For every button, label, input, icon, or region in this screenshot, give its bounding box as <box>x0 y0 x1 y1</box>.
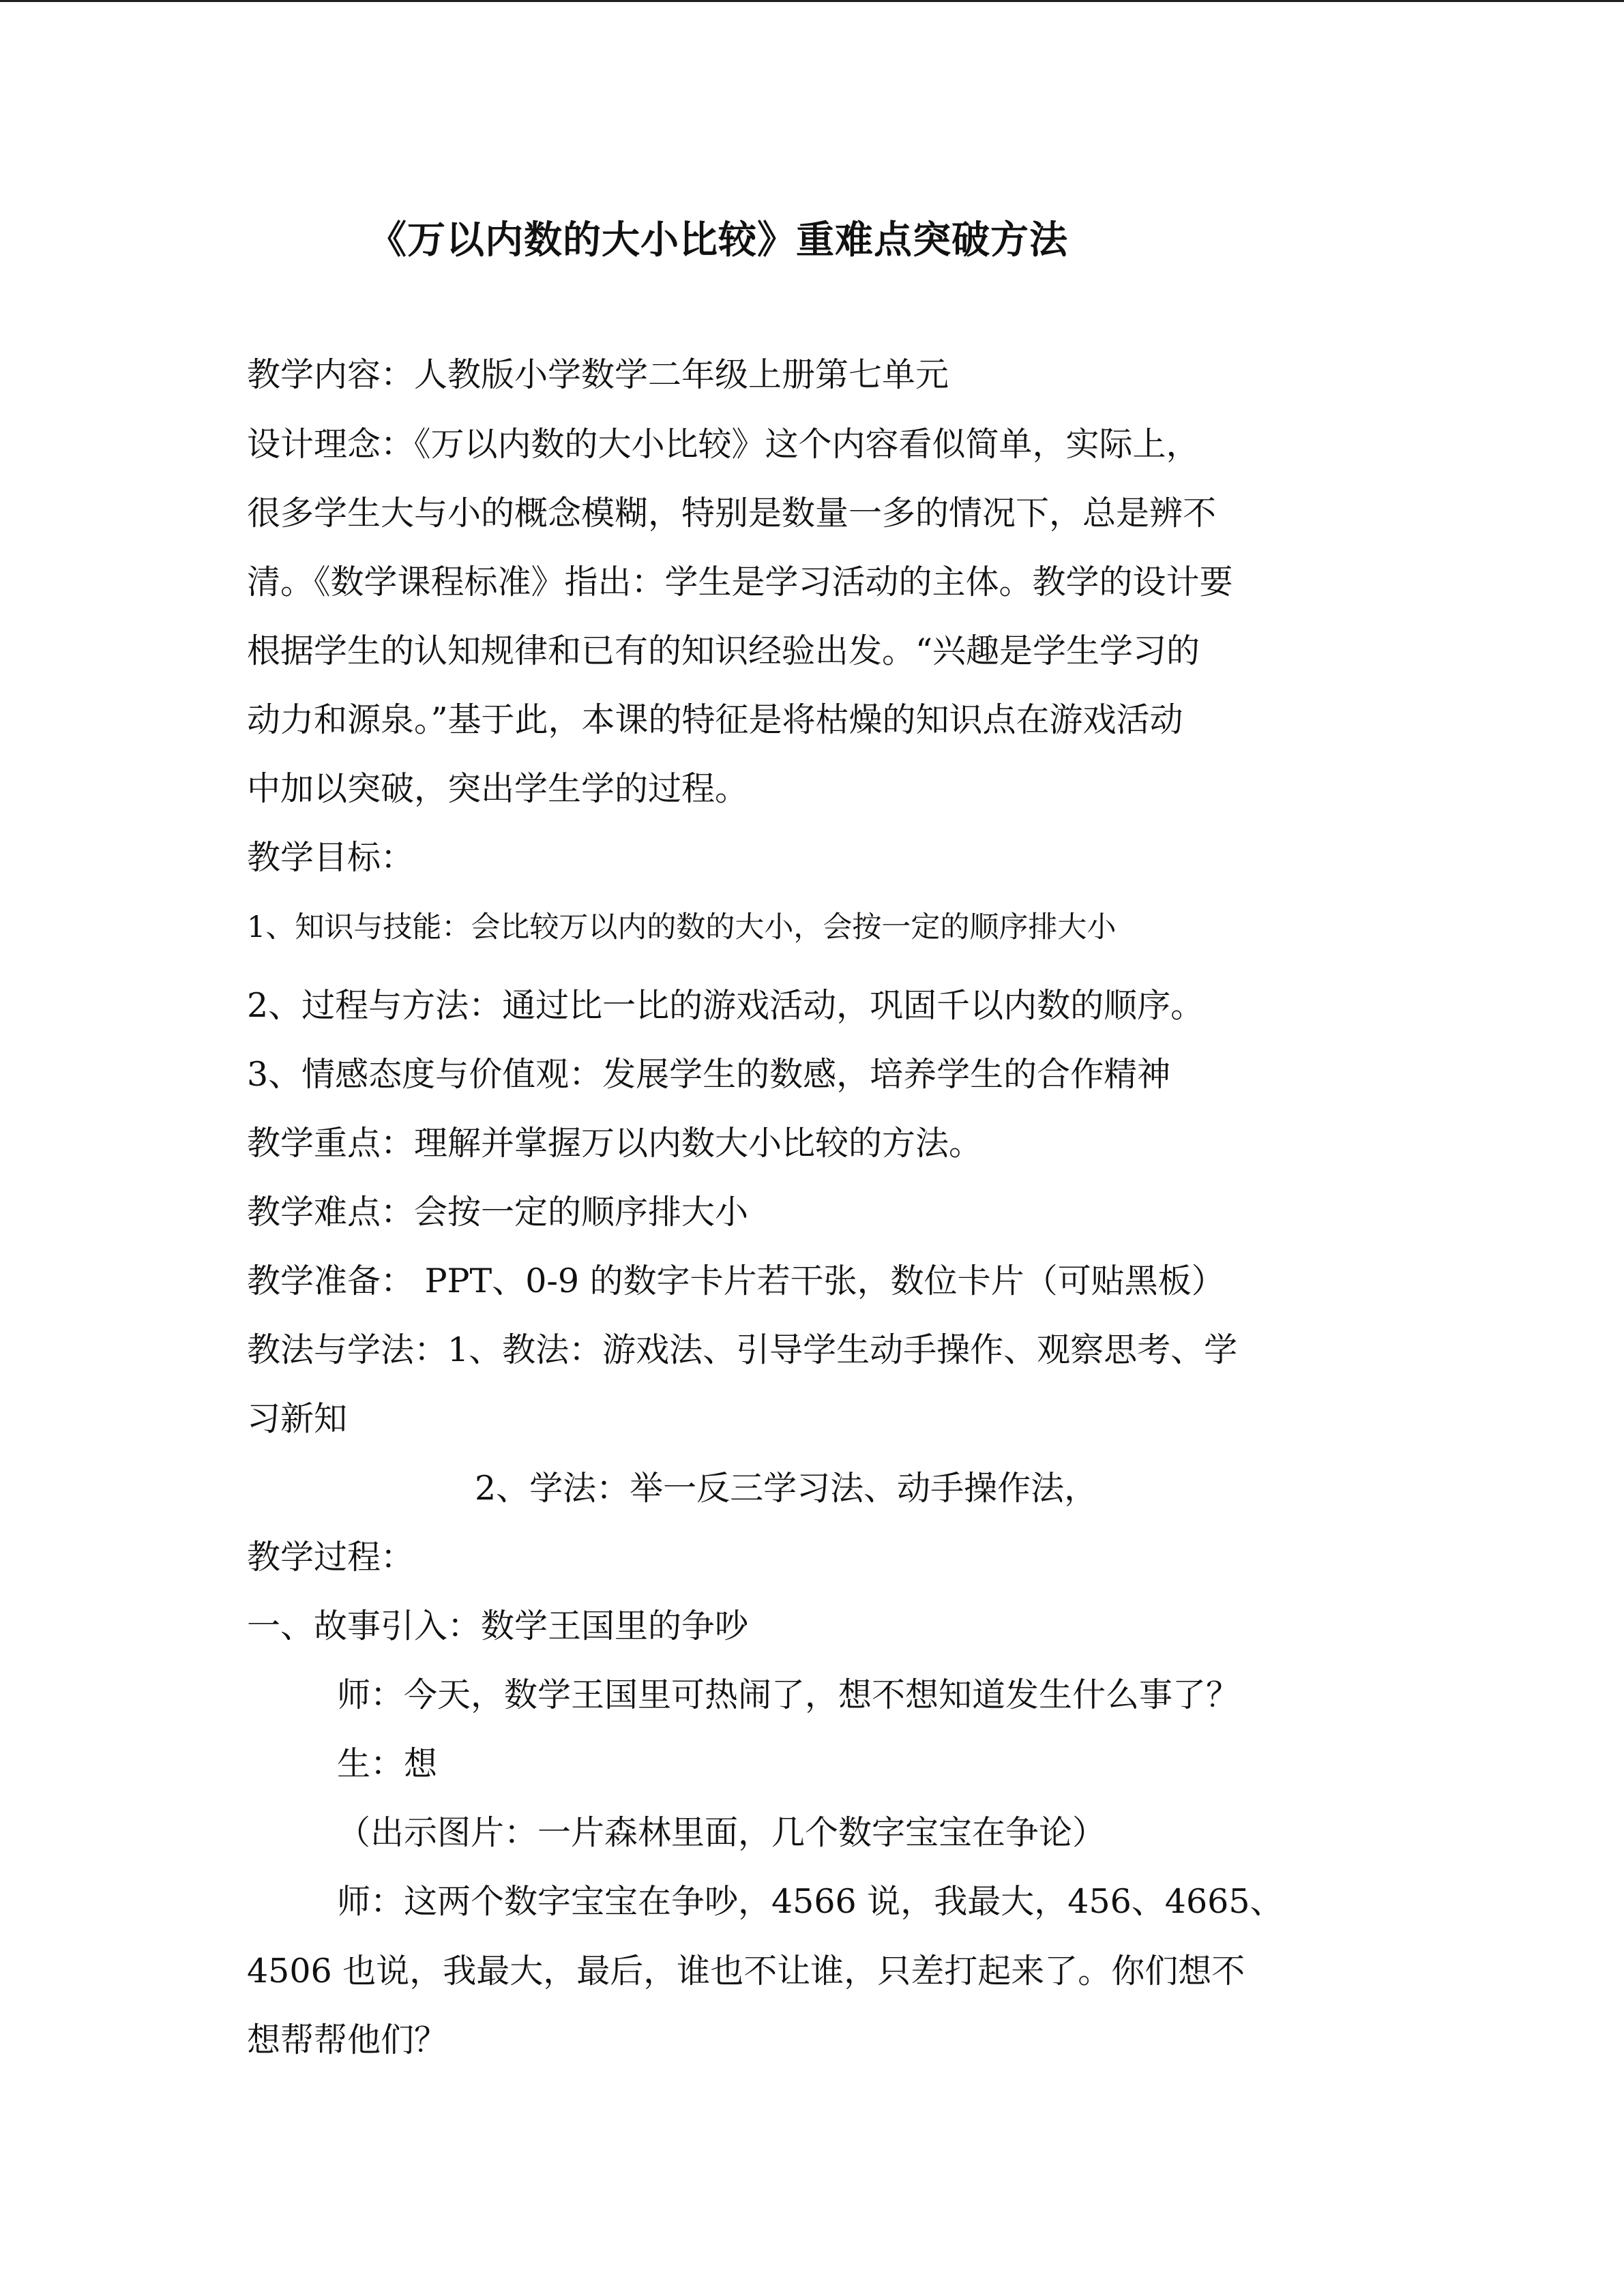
text-line: 中加以突破，突出学生学的过程。 <box>247 769 749 808</box>
text-line: 很多学生大与小的概念模糊，特别是数量一多的情况下，总是辨不 <box>247 494 1217 533</box>
document-title: 《万以内数的大小比较》重难点突破方法 <box>368 218 1068 263</box>
text-line: 习新知 <box>247 1399 348 1438</box>
text-line: 清。《数学课程标准》指出：学生是学习活动的主体。教学的设计要 <box>247 563 1233 601</box>
text-line: 4506 也说，我最大，最后，谁也不让谁，只差打起来了。你们想不 <box>247 1952 1245 1991</box>
text-line: 想帮帮他们？ <box>247 2021 448 2059</box>
text-line: 动力和源泉。”基于此，本课的特征是将枯燥的知识点在游戏活动 <box>247 700 1183 739</box>
text-line-section-1: 一、故事引入：数学王国里的争吵 <box>247 1607 749 1645</box>
text-line: 根据学生的认知规律和已有的知识经验出发。“兴趣是学生学习的 <box>247 631 1200 670</box>
text-line-difficulty: 教学难点：会按一定的顺序排大小 <box>247 1193 749 1232</box>
text-line-goal-1: 1、知识与技能：会比较万以内的数的大小，会按一定的顺序排大小 <box>247 910 1117 944</box>
text-line-preparation: 教学准备： PPT、0-9 的数字卡片若干张，数位卡片（可贴黑板） <box>247 1262 1225 1300</box>
text-line-learning-method: 2、学法：举一反三学习法、动手操作法， <box>475 1469 1098 1508</box>
text-line-design-idea: 设计理念：《万以内数的大小比较》这个内容看似简单，实际上， <box>247 425 1200 464</box>
text-line-key-point: 教学重点：理解并掌握万以内数大小比较的方法。 <box>247 1124 983 1163</box>
text-line-teacher: 师：这两个数字宝宝在争吵，4566 说，我最大，456、4665、 <box>337 1882 1284 1921</box>
text-line-content: 教学内容：人教版小学数学二年级上册第七单元 <box>247 355 949 394</box>
text-line-student: 生：想 <box>337 1744 438 1783</box>
text-line-methods: 教法与学法：1、教法：游戏法、引导学生动手操作、观察思考、学 <box>247 1330 1238 1369</box>
text-line-process-heading: 教学过程： <box>247 1538 415 1577</box>
text-line-teacher: 师：今天，数学王国里可热闹了，想不想知道发生什么事了？ <box>337 1675 1240 1714</box>
text-line-picture-note: （出示图片：一片森林里面，几个数字宝宝在争论） <box>337 1813 1106 1852</box>
text-line-goal-3: 3、情感态度与价值观：发展学生的数感，培养学生的合作精神 <box>247 1055 1171 1094</box>
text-line-goals-heading: 教学目标： <box>247 838 415 877</box>
text-line-goal-2: 2、过程与方法：通过比一比的游戏活动，巩固千以内数的顺序。 <box>247 986 1205 1025</box>
